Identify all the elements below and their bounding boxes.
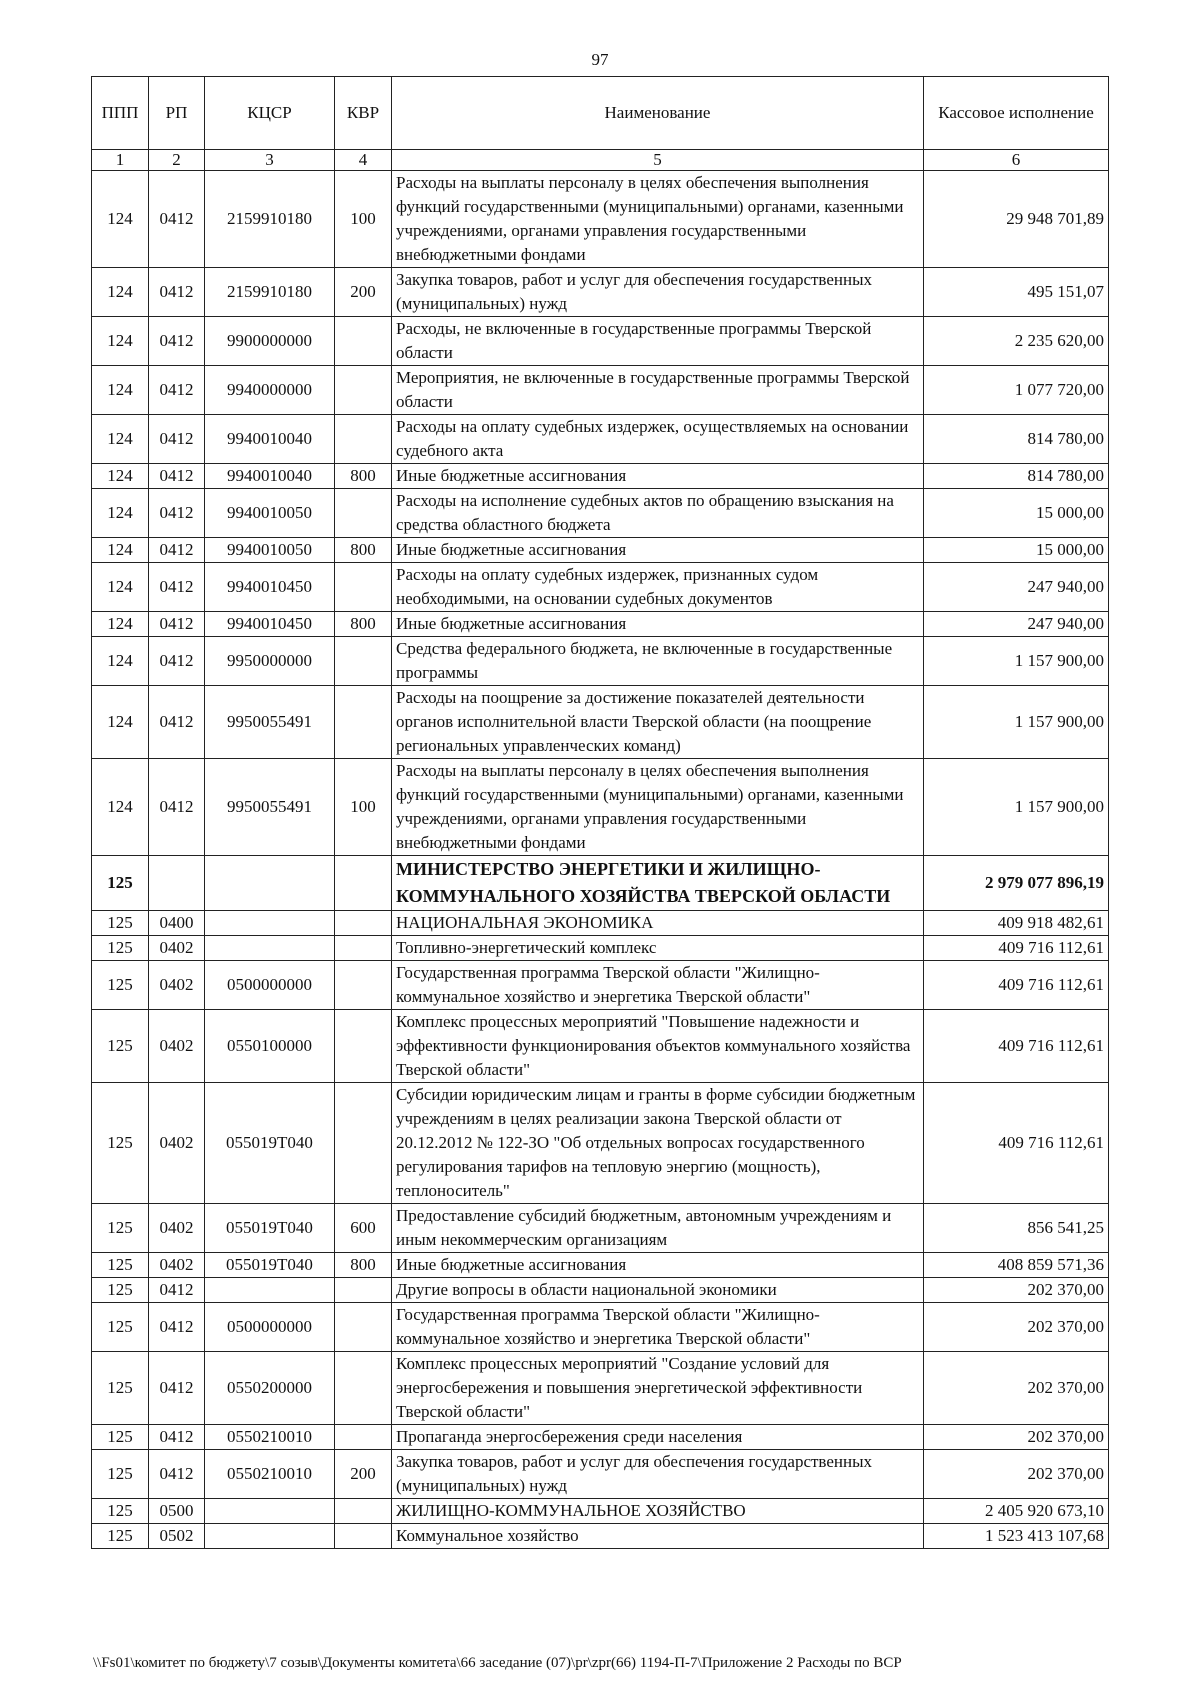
cell-amount: 2 235 620,00	[924, 317, 1109, 366]
table-row	[92, 637, 1109, 686]
cell-ppp: 124	[92, 415, 149, 464]
cell-name: Средства федерального бюджета, не включенные в государственные программы	[392, 637, 924, 686]
header-ppp: ППП	[92, 77, 149, 150]
cell-kvr	[335, 1010, 392, 1083]
cell-ppp: 124	[92, 317, 149, 366]
cell-rp: 0402	[149, 1010, 205, 1083]
cell-kcsr: 9940000000	[205, 366, 335, 415]
column-number: 1	[92, 150, 149, 171]
cell-name: Иные бюджетные ассигнования	[392, 1253, 924, 1278]
cell-rp: 0412	[149, 686, 205, 759]
cell-kcsr: 2159910180	[205, 171, 335, 268]
cell-amount: 1 157 900,00	[924, 686, 1109, 759]
cell-rp	[149, 856, 205, 911]
cell-kcsr: 9940010050	[205, 489, 335, 538]
cell-rp: 0402	[149, 1204, 205, 1253]
cell-kcsr: 9940010450	[205, 612, 335, 637]
cell-ppp: 124	[92, 268, 149, 317]
cell-kcsr	[205, 911, 335, 936]
cell-rp: 0500	[149, 1499, 205, 1524]
cell-amount: 1 077 720,00	[924, 366, 1109, 415]
table-row	[92, 464, 1109, 489]
cell-kcsr	[205, 856, 335, 911]
table-row	[92, 1524, 1109, 1549]
cell-kcsr: 055019Т040	[205, 1083, 335, 1204]
cell-name: Расходы, не включенные в государственные программы Тверской области	[392, 317, 924, 366]
cell-amount: 202 370,00	[924, 1425, 1109, 1450]
cell-kvr: 100	[335, 171, 392, 268]
cell-name: Другие вопросы в области национальной экономики	[392, 1278, 924, 1303]
cell-kvr: 200	[335, 268, 392, 317]
cell-amount: 1 157 900,00	[924, 637, 1109, 686]
cell-amount: 409 918 482,61	[924, 911, 1109, 936]
cell-ppp: 125	[92, 1524, 149, 1549]
cell-ppp: 124	[92, 637, 149, 686]
cell-ppp: 125	[92, 961, 149, 1010]
cell-rp: 0502	[149, 1524, 205, 1549]
cell-ppp: 125	[92, 1450, 149, 1499]
cell-kcsr	[205, 1524, 335, 1549]
cell-kvr: 100	[335, 759, 392, 856]
cell-ppp: 124	[92, 464, 149, 489]
cell-name: ЖИЛИЩНО-КОММУНАЛЬНОЕ ХОЗЯЙСТВО	[392, 1499, 924, 1524]
cell-kvr: 800	[335, 538, 392, 563]
cell-ppp: 124	[92, 612, 149, 637]
column-number: 2	[149, 150, 205, 171]
cell-rp: 0412	[149, 759, 205, 856]
cell-kvr	[335, 637, 392, 686]
cell-kvr	[335, 317, 392, 366]
header-amount: Кассовое исполнение	[924, 77, 1109, 150]
cell-ppp: 124	[92, 366, 149, 415]
cell-amount: 202 370,00	[924, 1303, 1109, 1352]
footer-file-path: \\Fs01\комитет по бюджету\7 созыв\Документы комитета\66 заседание (07)\pr\zpr(66) 1194-П-7\Приложение 2 Расходы по ВСР	[93, 1655, 902, 1671]
cell-amount: 2 979 077 896,19	[924, 856, 1109, 911]
cell-ppp: 124	[92, 759, 149, 856]
table-row	[92, 1303, 1109, 1352]
table-row	[92, 1253, 1109, 1278]
cell-ppp: 125	[92, 1083, 149, 1204]
table-row	[92, 759, 1109, 856]
cell-rp: 0402	[149, 1253, 205, 1278]
cell-kcsr: 0550200000	[205, 1352, 335, 1425]
table-row	[92, 1499, 1109, 1524]
cell-rp: 0412	[149, 1425, 205, 1450]
cell-ppp: 124	[92, 489, 149, 538]
cell-kcsr: 9950000000	[205, 637, 335, 686]
cell-rp: 0400	[149, 911, 205, 936]
cell-kvr	[335, 1278, 392, 1303]
cell-amount: 247 940,00	[924, 612, 1109, 637]
cell-kvr	[335, 961, 392, 1010]
cell-amount: 409 716 112,61	[924, 1010, 1109, 1083]
cell-kvr	[335, 1524, 392, 1549]
cell-name: Государственная программа Тверской области "Жилищно-коммунальное хозяйство и энергетика Тверской области"	[392, 961, 924, 1010]
cell-kvr	[335, 489, 392, 538]
cell-ppp: 125	[92, 1499, 149, 1524]
column-number-row	[92, 150, 1109, 171]
cell-name: МИНИСТЕРСТВО ЭНЕРГЕТИКИ И ЖИЛИЩНО-КОММУНАЛЬНОГО ХОЗЯЙСТВА ТВЕРСКОЙ ОБЛАСТИ	[392, 856, 924, 911]
cell-kcsr: 9950055491	[205, 759, 335, 856]
cell-kvr	[335, 1352, 392, 1425]
cell-ppp: 125	[92, 1278, 149, 1303]
cell-kcsr: 0550210010	[205, 1425, 335, 1450]
table-row	[92, 1352, 1109, 1425]
cell-ppp: 125	[92, 1303, 149, 1352]
cell-kcsr	[205, 1499, 335, 1524]
cell-ppp: 124	[92, 538, 149, 563]
cell-kvr	[335, 936, 392, 961]
cell-kvr	[335, 686, 392, 759]
table-row	[92, 366, 1109, 415]
cell-amount: 202 370,00	[924, 1450, 1109, 1499]
cell-ppp: 125	[92, 1253, 149, 1278]
table-row	[92, 317, 1109, 366]
table-row	[92, 489, 1109, 538]
table-row	[92, 268, 1109, 317]
header-kcsr: КЦСР	[205, 77, 335, 150]
cell-rp: 0412	[149, 563, 205, 612]
cell-ppp: 124	[92, 563, 149, 612]
cell-kcsr: 9950055491	[205, 686, 335, 759]
column-number: 5	[392, 150, 924, 171]
cell-kcsr: 055019Т040	[205, 1204, 335, 1253]
cell-name: Расходы на выплаты персоналу в целях обеспечения выполнения функций государственными (муниципальными) органами, казенными учреждениями, органами управления государственными внебюджетными фондами	[392, 171, 924, 268]
cell-kvr	[335, 1083, 392, 1204]
cell-amount: 1 157 900,00	[924, 759, 1109, 856]
cell-ppp: 124	[92, 686, 149, 759]
table-row	[92, 936, 1109, 961]
cell-amount: 202 370,00	[924, 1352, 1109, 1425]
table-row	[92, 1425, 1109, 1450]
cell-rp: 0412	[149, 1303, 205, 1352]
table-row	[92, 961, 1109, 1010]
cell-amount: 408 859 571,36	[924, 1253, 1109, 1278]
cell-ppp: 124	[92, 171, 149, 268]
cell-name: Комплекс процессных мероприятий "Создание условий для энергосбережения и повышения энергетической эффективности Тверской области"	[392, 1352, 924, 1425]
table-row	[92, 686, 1109, 759]
cell-name: Расходы на поощрение за достижение показателей деятельности органов исполнительной власти Тверской области (на поощрение региональных управленческих команд)	[392, 686, 924, 759]
column-number: 6	[924, 150, 1109, 171]
cell-amount: 495 151,07	[924, 268, 1109, 317]
cell-amount: 409 716 112,61	[924, 1083, 1109, 1204]
cell-rp: 0412	[149, 612, 205, 637]
table-row	[92, 171, 1109, 268]
cell-name: Закупка товаров, работ и услуг для обеспечения государственных (муниципальных) нужд	[392, 268, 924, 317]
cell-kvr: 800	[335, 612, 392, 637]
cell-rp: 0412	[149, 268, 205, 317]
table-row	[92, 1083, 1109, 1204]
cell-ppp: 125	[92, 1204, 149, 1253]
cell-kvr	[335, 366, 392, 415]
cell-name: Пропаганда энергосбережения среди населения	[392, 1425, 924, 1450]
page-number: 97	[591, 50, 609, 69]
cell-rp: 0412	[149, 171, 205, 268]
cell-ppp: 125	[92, 856, 149, 911]
column-number: 3	[205, 150, 335, 171]
cell-kcsr: 9940010040	[205, 415, 335, 464]
cell-ppp: 125	[92, 1010, 149, 1083]
cell-name: Предоставление субсидий бюджетным, автономным учреждениям и иным некоммерческим организациям	[392, 1204, 924, 1253]
table-row	[92, 1450, 1109, 1499]
cell-ppp: 125	[92, 936, 149, 961]
cell-name: НАЦИОНАЛЬНАЯ ЭКОНОМИКА	[392, 911, 924, 936]
cell-name: Субсидии юридическим лицам и гранты в форме субсидии бюджетным учреждениям в целях реализации закона Тверской области от 20.12.2012 № 122-ЗО "Об отдельных вопросах государственного регулирования тарифов на тепловую энергию (мощность), теплоноситель"	[392, 1083, 924, 1204]
cell-name: Мероприятия, не включенные в государственные программы Тверской области	[392, 366, 924, 415]
table-row	[92, 856, 1109, 911]
cell-kvr	[335, 856, 392, 911]
cell-rp: 0412	[149, 1352, 205, 1425]
cell-amount: 2 405 920 673,10	[924, 1499, 1109, 1524]
cell-kvr: 600	[335, 1204, 392, 1253]
cell-rp: 0402	[149, 1083, 205, 1204]
cell-kvr	[335, 1303, 392, 1352]
cell-kcsr: 2159910180	[205, 268, 335, 317]
cell-name: Иные бюджетные ассигнования	[392, 612, 924, 637]
cell-name: Иные бюджетные ассигнования	[392, 538, 924, 563]
cell-kcsr: 9940010040	[205, 464, 335, 489]
cell-kvr	[335, 563, 392, 612]
table-row	[92, 1010, 1109, 1083]
cell-rp: 0412	[149, 464, 205, 489]
cell-ppp: 125	[92, 1425, 149, 1450]
column-number: 4	[335, 150, 392, 171]
cell-amount: 409 716 112,61	[924, 961, 1109, 1010]
cell-kcsr: 9940010050	[205, 538, 335, 563]
cell-name: Комплекс процессных мероприятий "Повышение надежности и эффективности функционирования объектов коммунального хозяйства Тверской области"	[392, 1010, 924, 1083]
cell-rp: 0412	[149, 1450, 205, 1499]
cell-kvr: 800	[335, 1253, 392, 1278]
cell-name: Коммунальное хозяйство	[392, 1524, 924, 1549]
cell-name: Расходы на исполнение судебных актов по обращению взыскания на средства областного бюджета	[392, 489, 924, 538]
cell-amount: 15 000,00	[924, 538, 1109, 563]
cell-rp: 0412	[149, 366, 205, 415]
cell-name: Расходы на выплаты персоналу в целях обеспечения выполнения функций государственными (муниципальными) органами, казенными учреждениями, органами управления государственными внебюджетными фондами	[392, 759, 924, 856]
cell-amount: 1 523 413 107,68	[924, 1524, 1109, 1549]
table-row	[92, 1204, 1109, 1253]
header-row	[92, 77, 1109, 150]
cell-rp: 0412	[149, 489, 205, 538]
cell-kcsr: 055019Т040	[205, 1253, 335, 1278]
cell-kvr	[335, 1499, 392, 1524]
table-row	[92, 911, 1109, 936]
cell-kvr	[335, 1425, 392, 1450]
table-body	[92, 171, 1109, 1549]
cell-ppp: 125	[92, 911, 149, 936]
cell-amount: 202 370,00	[924, 1278, 1109, 1303]
cell-rp: 0412	[149, 1278, 205, 1303]
cell-kcsr: 9940010450	[205, 563, 335, 612]
cell-name: Иные бюджетные ассигнования	[392, 464, 924, 489]
cell-amount: 409 716 112,61	[924, 936, 1109, 961]
cell-kvr: 200	[335, 1450, 392, 1499]
table-row	[92, 612, 1109, 637]
cell-kcsr: 9900000000	[205, 317, 335, 366]
cell-name: Расходы на оплату судебных издержек, осуществляемых на основании судебного акта	[392, 415, 924, 464]
cell-rp: 0412	[149, 637, 205, 686]
header-rp: РП	[149, 77, 205, 150]
cell-amount: 814 780,00	[924, 464, 1109, 489]
cell-kcsr: 0550210010	[205, 1450, 335, 1499]
table-row	[92, 563, 1109, 612]
header-name: Наименование	[392, 77, 924, 150]
cell-name: Расходы на оплату судебных издержек, признанных судом необходимыми, на основании судебных документов	[392, 563, 924, 612]
cell-amount: 814 780,00	[924, 415, 1109, 464]
table-row	[92, 1278, 1109, 1303]
cell-amount: 15 000,00	[924, 489, 1109, 538]
cell-amount: 29 948 701,89	[924, 171, 1109, 268]
cell-kvr	[335, 911, 392, 936]
cell-kcsr: 0550100000	[205, 1010, 335, 1083]
cell-name: Закупка товаров, работ и услуг для обеспечения государственных (муниципальных) нужд	[392, 1450, 924, 1499]
cell-kcsr	[205, 936, 335, 961]
table-row	[92, 415, 1109, 464]
cell-ppp: 125	[92, 1352, 149, 1425]
header-kvr: КВР	[335, 77, 392, 150]
cell-name: Государственная программа Тверской области "Жилищно-коммунальное хозяйство и энергетика Тверской области"	[392, 1303, 924, 1352]
table-row	[92, 538, 1109, 563]
cell-rp: 0402	[149, 936, 205, 961]
cell-kcsr: 0500000000	[205, 961, 335, 1010]
cell-amount: 856 541,25	[924, 1204, 1109, 1253]
cell-rp: 0412	[149, 317, 205, 366]
cell-kcsr	[205, 1278, 335, 1303]
cell-amount: 247 940,00	[924, 563, 1109, 612]
cell-kcsr: 0500000000	[205, 1303, 335, 1352]
cell-name: Топливно-энергетический комплекс	[392, 936, 924, 961]
budget-table	[91, 76, 1109, 1549]
cell-rp: 0412	[149, 538, 205, 563]
cell-rp: 0402	[149, 961, 205, 1010]
cell-rp: 0412	[149, 415, 205, 464]
cell-kvr	[335, 415, 392, 464]
cell-kvr: 800	[335, 464, 392, 489]
